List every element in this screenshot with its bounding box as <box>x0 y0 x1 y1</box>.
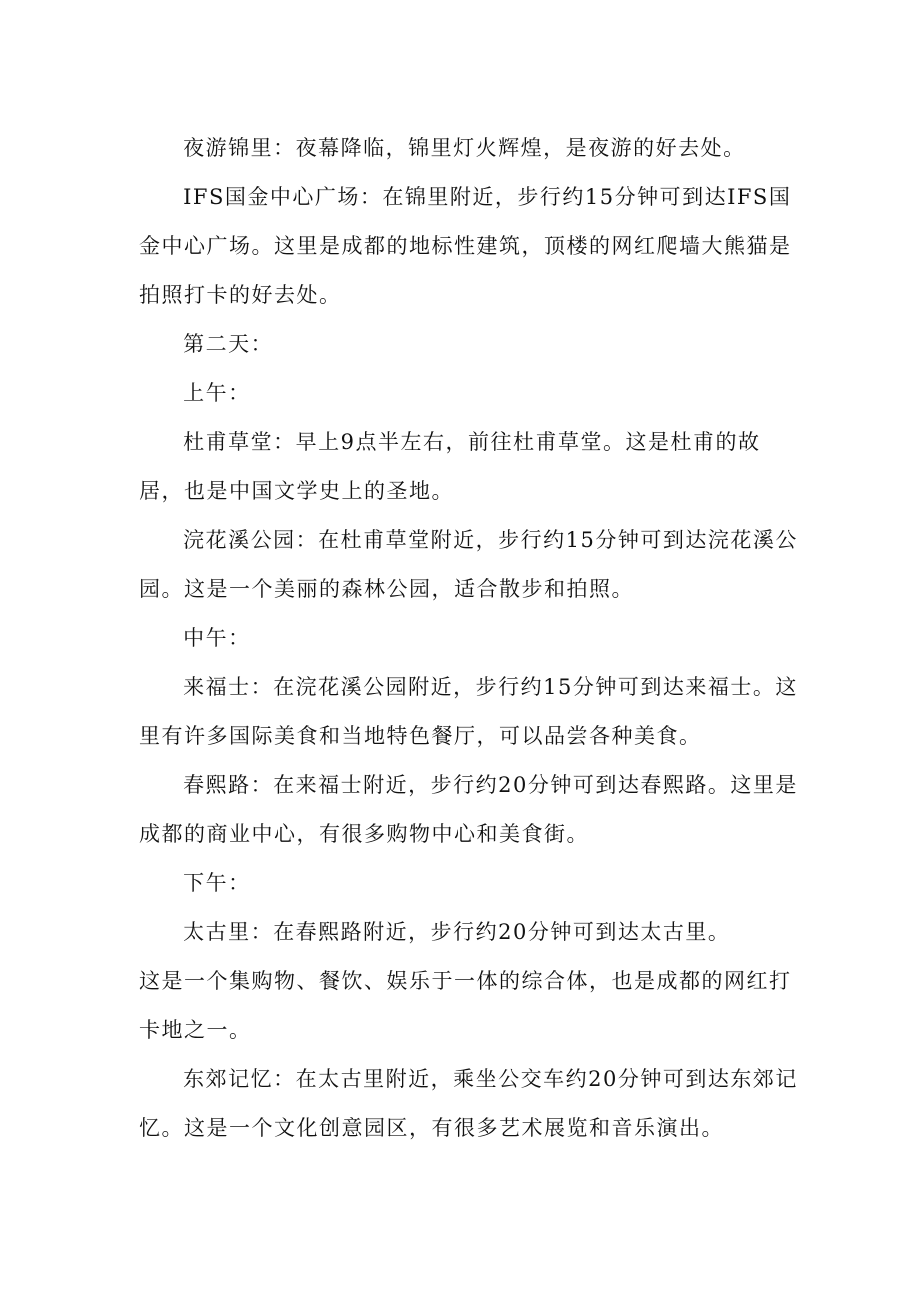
paragraph-chunxi-road: 春熙路：在来福士附近，步行约20分钟可到达春熙路。这里是成都的商业中心，有很多购物中心和美食街。 <box>139 773 798 846</box>
heading-morning: 上午： <box>183 381 251 405</box>
paragraph-taikoo-li-continued: 这是一个集购物、餐饮、娱乐于一体的综合体，也是成都的网红打卡地之一。 <box>139 969 792 1042</box>
paragraph-ifs-square: IFS国金中心广场：在锦里附近，步行约15分钟可到达IFS国金中心广场。这里是成都的地标性建筑，顶楼的网红爬墙大熊猫是拍照打卡的好去处。 <box>139 185 792 307</box>
document-body <box>139 124 799 1153</box>
heading-noon: 中午： <box>183 626 251 650</box>
paragraph-taikoo-li: 太古里：在春熙路附近，步行约20分钟可到达太古里。 <box>183 920 731 944</box>
heading-afternoon: 下午： <box>183 871 251 895</box>
paragraph-raffles: 来福士：在浣花溪公园附近，步行约15分钟可到达来福士。这里有许多国际美食和当地特色餐厅，可以品尝各种美食。 <box>139 675 798 748</box>
paragraph-huanhuaxi-park: 浣花溪公园：在杜甫草堂附近，步行约15分钟可到达浣花溪公园。这是一个美丽的森林公园，适合散步和拍照。 <box>139 528 798 601</box>
paragraph-east-suburb-memory: 东郊记忆：在太古里附近，乘坐公交车约20分钟可到达东郊记忆。这是一个文化创意园区，有很多艺术展览和音乐演出。 <box>139 1067 798 1140</box>
heading-day-two: 第二天： <box>183 332 274 356</box>
paragraph-night-tour-jinli: 夜游锦里：夜幕降临，锦里灯火辉煌，是夜游的好去处。 <box>183 136 746 160</box>
paragraph-du-fu-cottage: 杜甫草堂：早上9点半左右，前往杜甫草堂。这是杜甫的故居，也是中国文学史上的圣地。 <box>139 430 761 503</box>
